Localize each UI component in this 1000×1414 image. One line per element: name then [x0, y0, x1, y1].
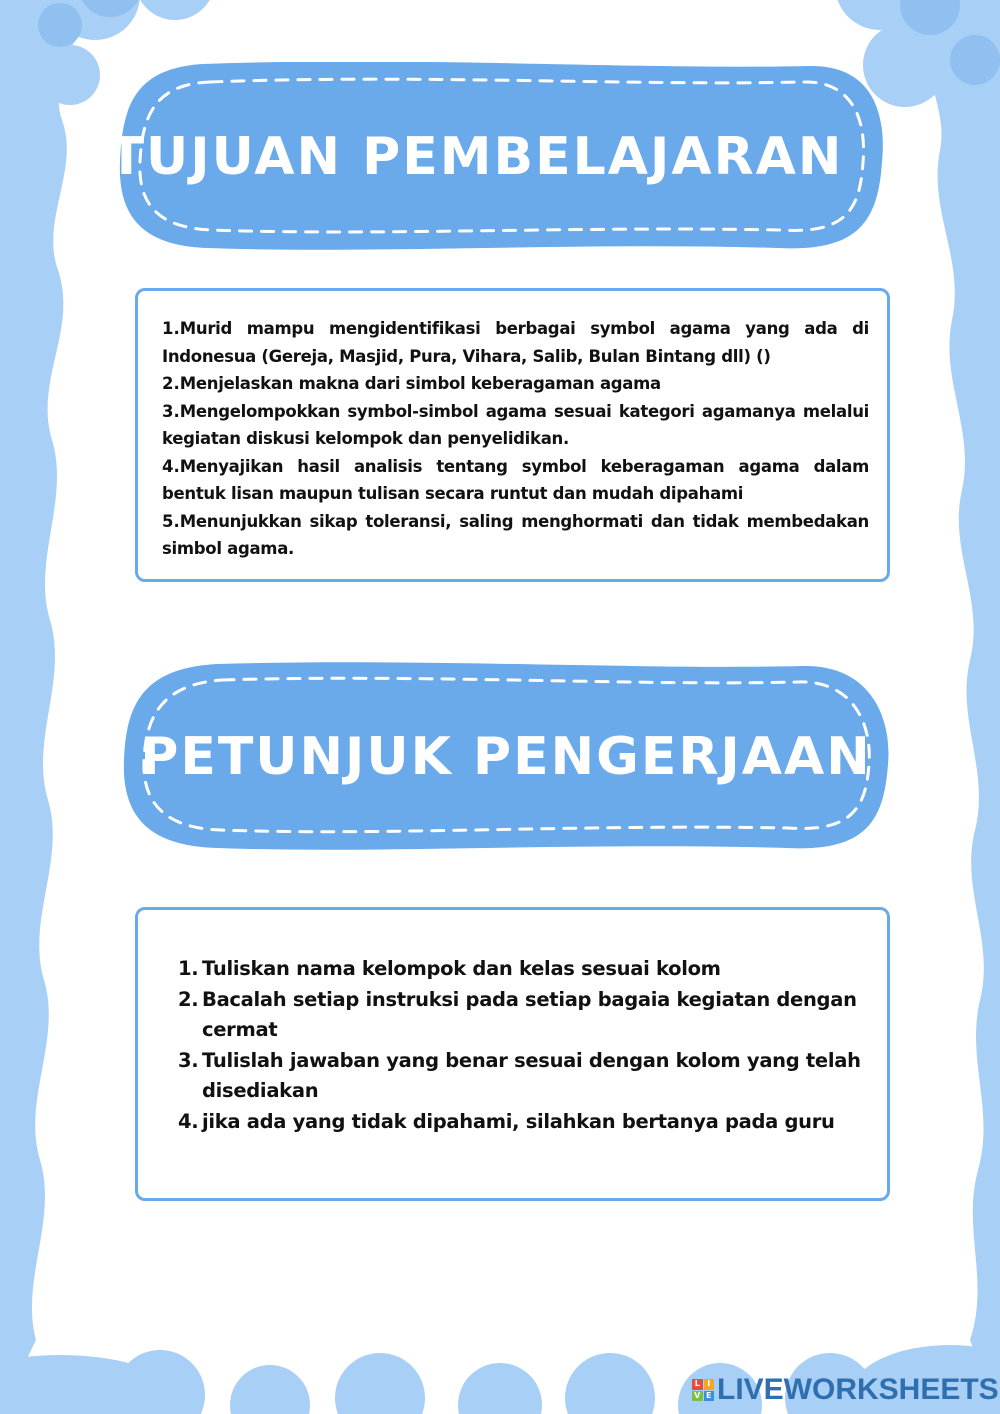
logo-text: LIVEWORKSHEETS: [717, 1373, 999, 1406]
objective-item: 1.Murid mampu mengidentifikasi berbagai symbol agama yang ada di Indonesua (Gereja, Masjid, Pura, Vihara, Salib, Bulan Bintang dll) (): [162, 319, 869, 366]
objective-item: 3.Mengelompokkan symbol-simbol agama sesuai kategori agamanya melalui kegiatan diskusi kelompok dan penyelidikan.: [162, 401, 869, 448]
instruction-item: 1. Tuliskan nama kelompok dan kelas sesuai kolom: [178, 957, 721, 980]
instruction-item: 4. jika ada yang tidak dipahami, silahkan bertanya pada guru: [178, 1109, 835, 1133]
instructions-list: [178, 954, 869, 1137]
objectives-card: [135, 288, 890, 582]
logo-mark-icon: L I V E: [692, 1379, 714, 1401]
objective-item: 2.Menjelaskan makna dari simbol keberagaman agama: [162, 374, 661, 393]
liveworksheets-logo[interactable]: [692, 1372, 999, 1408]
title-banner-petunjuk: [122, 660, 890, 854]
instructions-card: [135, 907, 890, 1201]
instruction-item: 2. Bacalah setiap instruksi pada setiap bagaia kegiatan dengan cermat: [178, 987, 857, 1041]
objective-item: 5.Menunjukkan sikap toleransi, saling menghormati dan tidak membedakan simbol agama.: [162, 511, 869, 558]
right-wave-border: [922, 0, 1000, 1414]
objectives-list: [162, 315, 869, 563]
objective-item: 4.Menyajikan hasil analisis tentang symbol keberagaman agama dalam bentuk lisan maupun tulisan secara runtut dan mudah dipahami: [162, 456, 869, 503]
instruction-item: 3. Tulislah jawaban yang benar sesuai dengan kolom yang telah disediakan: [178, 1048, 861, 1102]
left-wave-border: [0, 0, 68, 1414]
section-title: PETUNJUK PENGERJAAN: [140, 727, 872, 787]
page-title: TUJUAN PEMBELAJARAN: [108, 127, 844, 187]
title-banner-tujuan: [108, 62, 884, 252]
